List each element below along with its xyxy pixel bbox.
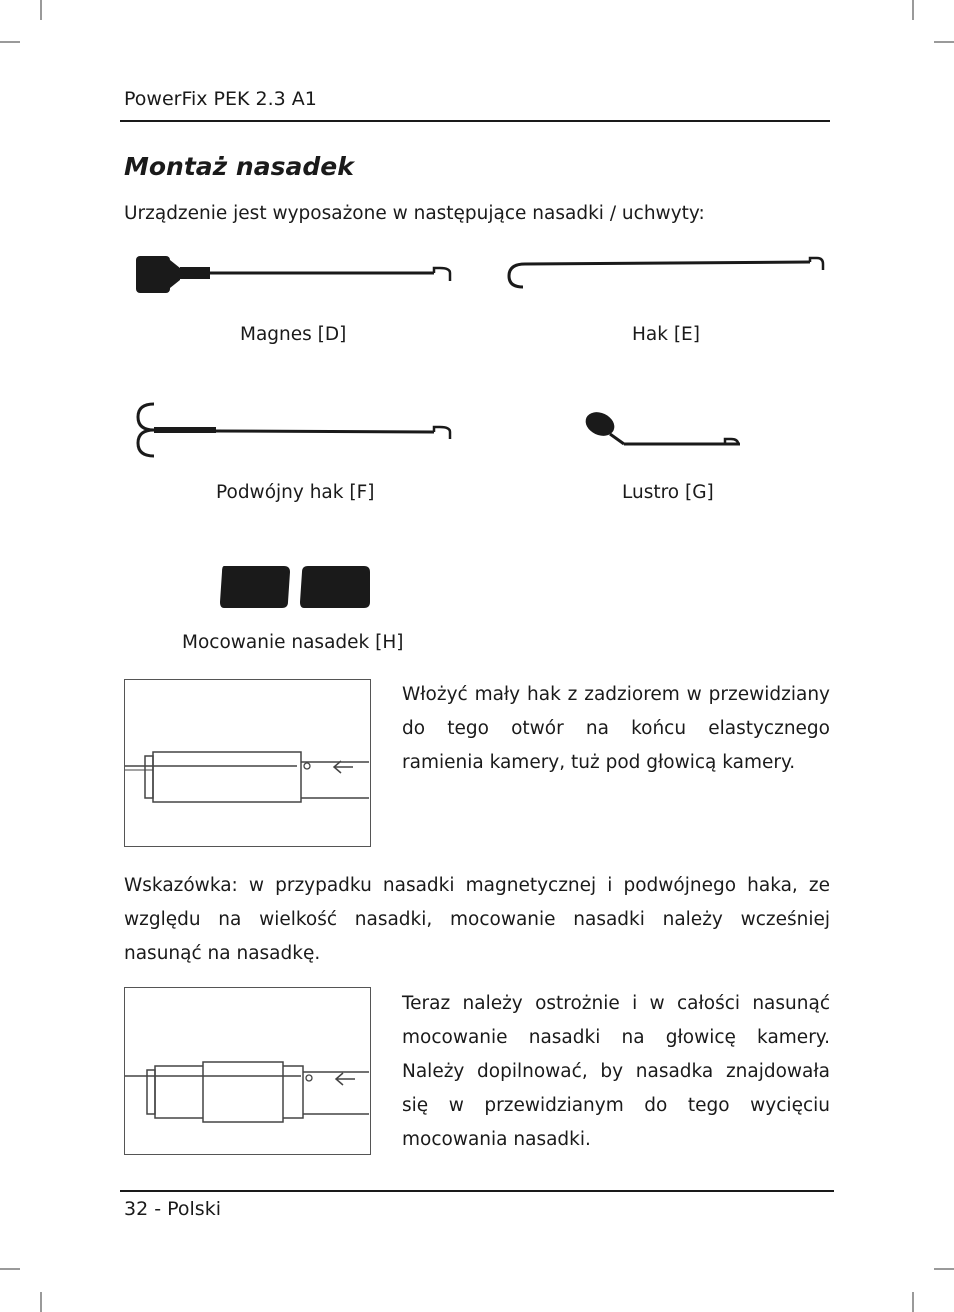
crop-mark	[40, 1292, 42, 1312]
crop-mark	[934, 41, 954, 43]
crop-mark	[0, 41, 20, 43]
hook-attachment-illustration	[505, 254, 830, 294]
step1-text: Włożyć mały hak z zadziorem w przewidziany do tego otwór na końcu elastycznego ramienia kamery, tuż pod głowicą kamery.	[402, 684, 830, 773]
double-hook-attachment-illustration	[132, 400, 457, 462]
page-number: 32 - Polski	[124, 1198, 221, 1220]
magnet-caption: Magnes [D]	[240, 324, 347, 345]
crop-mark	[40, 0, 42, 20]
hook-caption: Hak [E]	[632, 324, 700, 345]
mirror-caption: Lustro [G]	[622, 482, 714, 503]
section-heading: Montaż nasadek	[124, 152, 354, 181]
crop-mark	[934, 1268, 954, 1270]
crop-mark	[912, 0, 914, 20]
crop-mark	[0, 1268, 20, 1270]
header-rule	[120, 120, 830, 122]
section-intro: Urządzenie jest wyposażone w następujące nasadki / uchwyty:	[124, 203, 705, 224]
mount-caption: Mocowanie nasadek [H]	[182, 632, 404, 653]
camera-head-with-mount-illustration	[125, 988, 369, 1153]
step2-text: Teraz należy ostrożnie i w całości nasunąć mocowanie nasadki na głowicę kamery. Należy dopilnować, by nasadka znajdowała się w przewidzianym do tego wycięciu mocowania nasadki.	[402, 993, 830, 1150]
insert-hook-figure	[124, 679, 371, 847]
tip-text: Wskazówka: w przypadku nasadki magnetycznej i podwójnego haka, ze względu na wielkość nasadki, mocowanie nasadki należy wcześniej nasunąć na nasadkę.	[124, 875, 830, 964]
header-title: PowerFix PEK 2.3 A1	[124, 88, 317, 110]
footer-rule	[120, 1190, 834, 1192]
mount-attachment-illustration	[216, 562, 376, 610]
magnet-attachment-illustration	[132, 250, 457, 298]
crop-mark	[912, 1292, 914, 1312]
double-hook-caption: Podwójny hak [F]	[216, 482, 375, 503]
slide-mount-figure	[124, 987, 371, 1155]
camera-head-illustration	[125, 680, 369, 845]
mirror-attachment-illustration	[580, 406, 750, 454]
